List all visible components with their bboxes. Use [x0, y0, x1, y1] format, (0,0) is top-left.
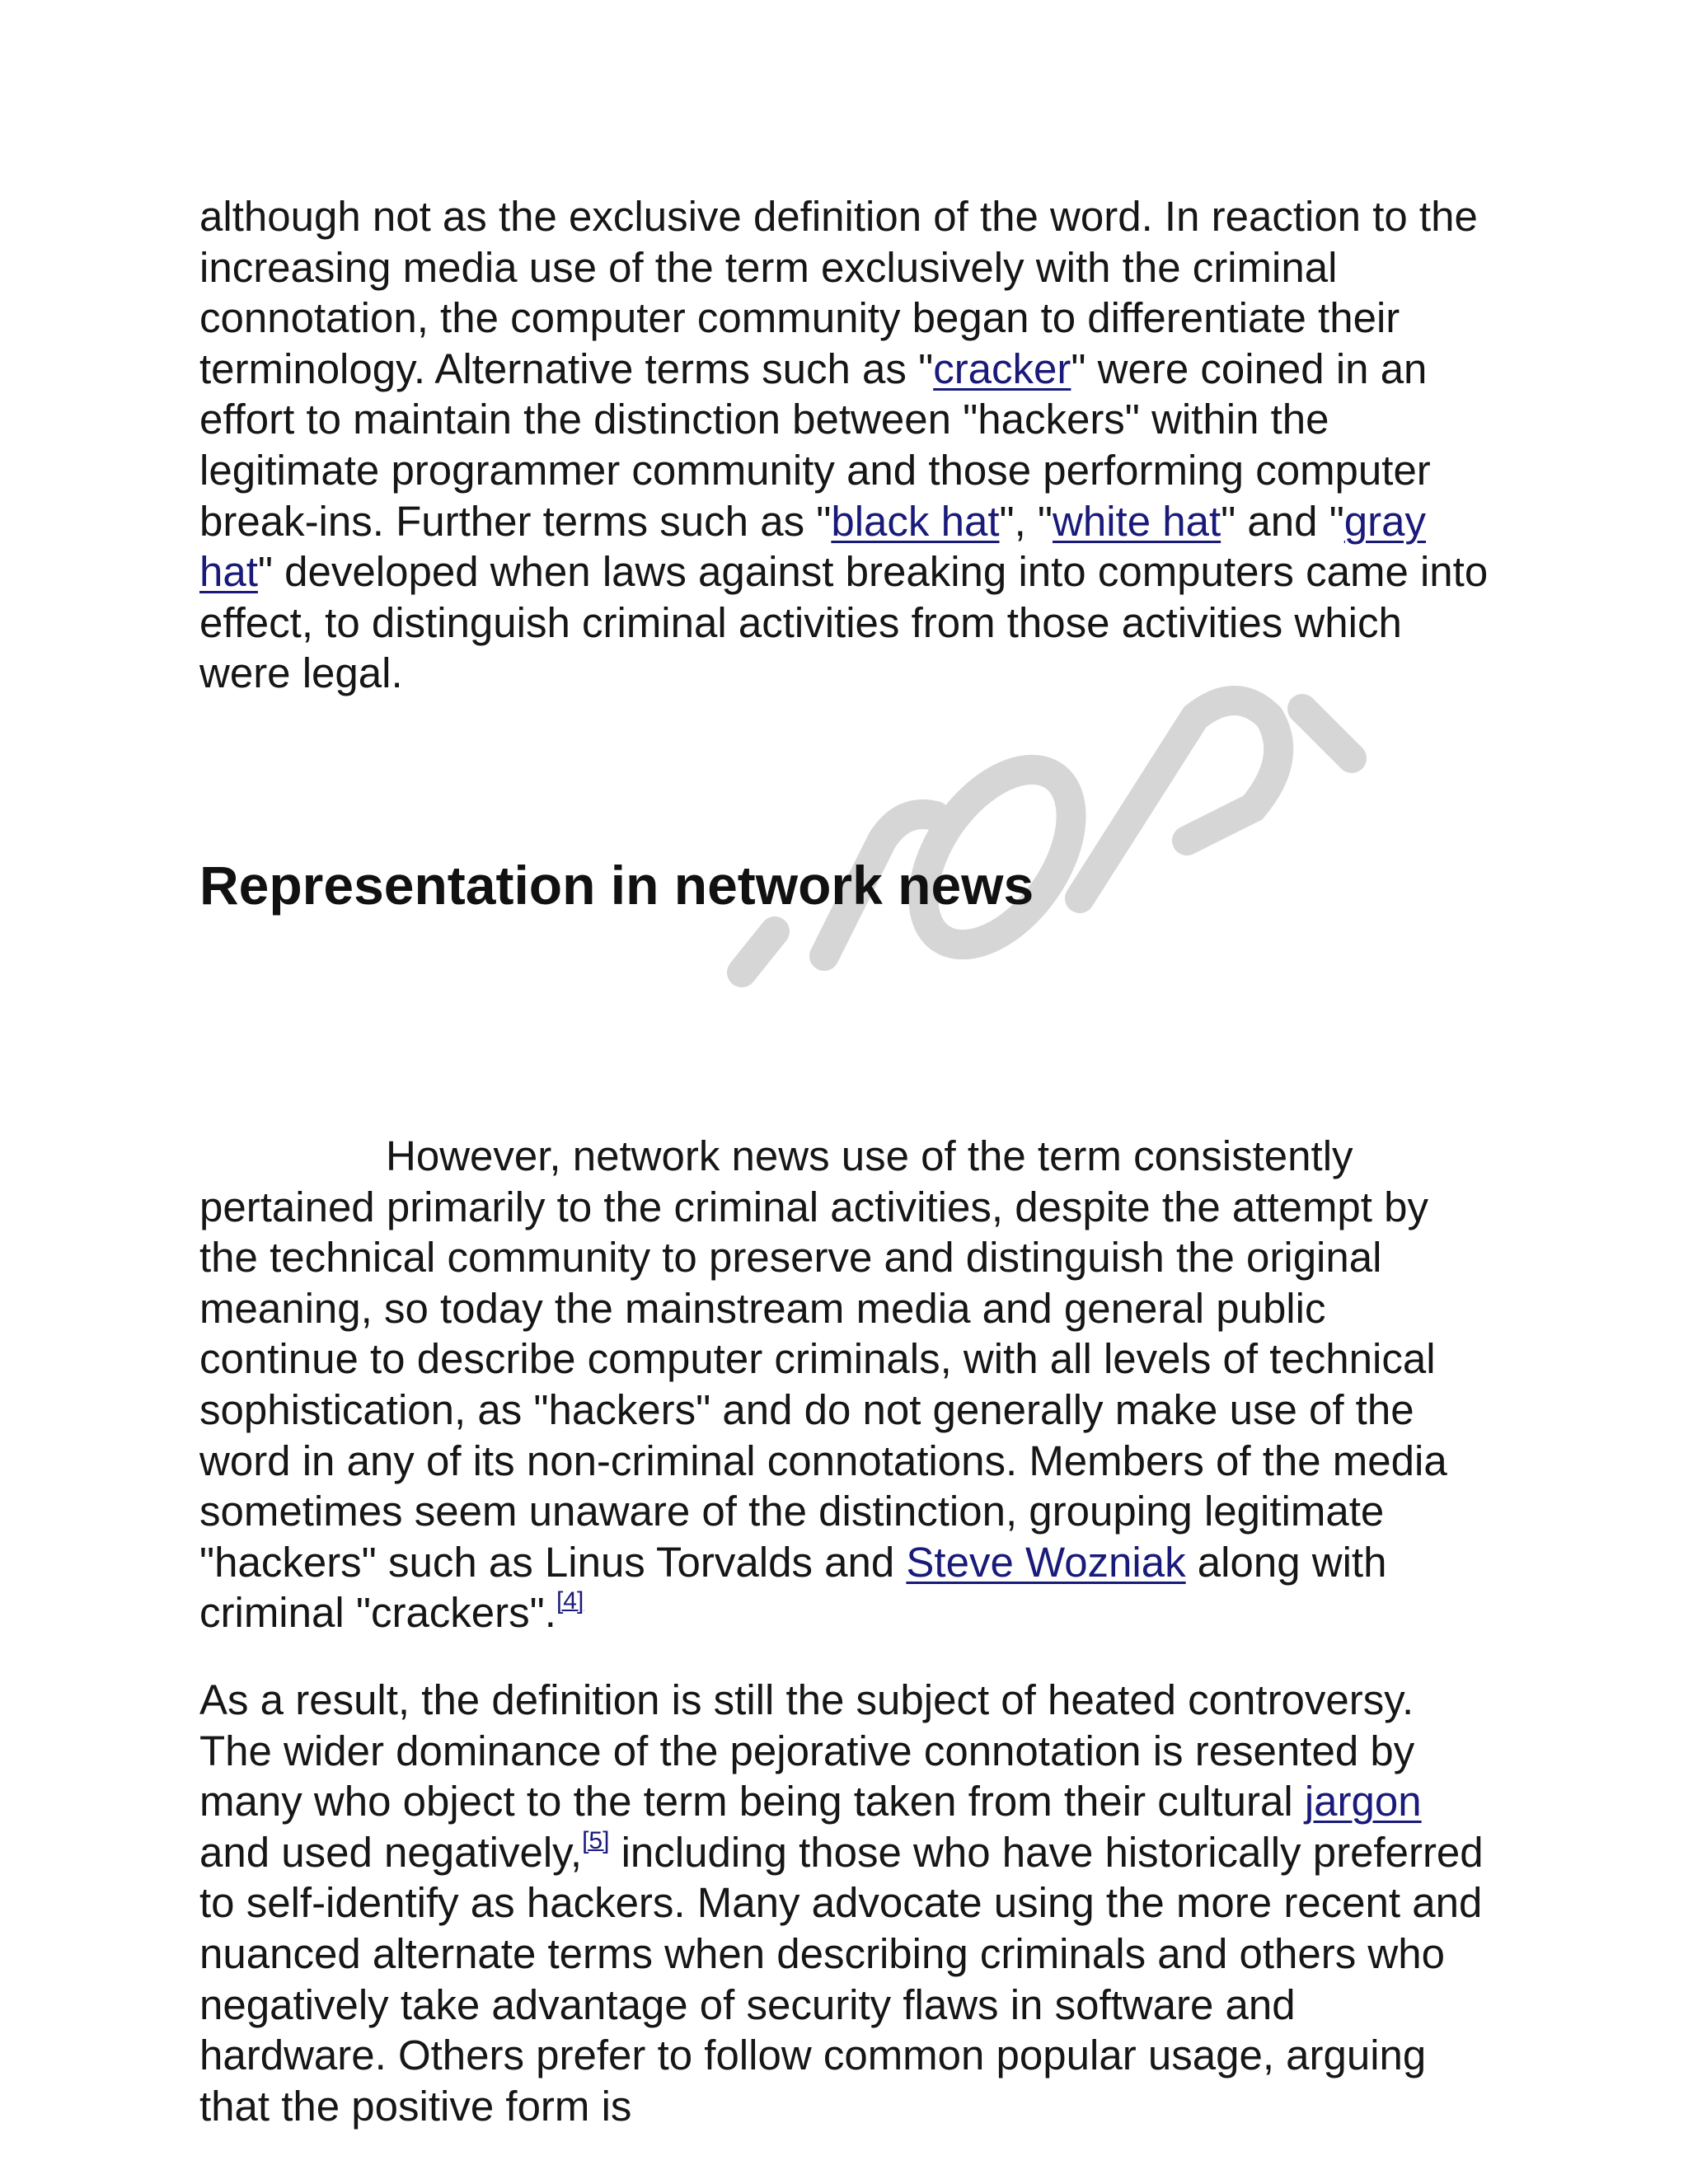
link-white-hat[interactable]: white hat	[1053, 497, 1221, 545]
watermark-stroke	[742, 931, 775, 972]
link-jargon[interactable]: jargon	[1304, 1778, 1422, 1825]
text-segment: although not as the exclusive definition of the word. In reaction to the increasing media use of the term exclusively with the criminal connotation, the computer community began to differentiate their terminology. Alternative terms such as "	[199, 193, 1478, 392]
watermark-stroke	[1080, 701, 1278, 898]
link-steve-wozniak[interactable]: Steve Wozniak	[906, 1538, 1186, 1586]
citation-link-5[interactable]: [5]	[582, 1826, 610, 1854]
text-segment: along with criminal "crackers".	[199, 1538, 1387, 1637]
link-black-hat[interactable]: black hat	[831, 497, 1000, 545]
watermark-stroke	[1302, 709, 1352, 758]
paragraph-network-news	[199, 1131, 1493, 1638]
link-gray-hat[interactable]: gray hat	[199, 497, 1427, 596]
text-segment: and used negatively,	[199, 1828, 583, 1876]
link-cracker[interactable]: cracker	[933, 344, 1071, 392]
paragraph-hacker-terminology	[199, 191, 1493, 699]
text-segment: ", "	[999, 497, 1053, 545]
watermark-graphic	[725, 684, 1401, 997]
text-segment: " were coined in an effort to maintain the distinction between "hackers" within the legitimate programmer community and those performing computer break-ins. Further terms such as "	[199, 344, 1431, 545]
paragraph-controversy	[199, 1675, 1493, 2131]
page-content	[199, 191, 1493, 2130]
text-segment: including those who have historically preferred to self-identify as hackers. Many advocate using the more recent and nuanced alternate terms when describing criminals and others who negatively take advantage of security flaws in software and hardware. Others prefer to follow common popular usage, arguing that the positive form is	[199, 1828, 1484, 2130]
section-heading: Representation in network news	[199, 855, 1034, 916]
citation-4	[556, 1587, 584, 1615]
text-segment: " and "	[1221, 497, 1344, 545]
citation-5	[582, 1827, 609, 1854]
text-segment: However, network news use of the term consistently pertained primarily to the criminal activities, despite the attempt by the technical community to preserve and distinguish the original meaning, so today the mainstream media and general public continue to describe computer criminals, with all levels of technical sophistication, as "hackers" and do not generally make use of the word in any of its non-criminal connotations. Members of the media sometimes seem unaware of the distinction, grouping legitimate "hackers" such as Linus Torvalds and	[199, 1132, 1447, 1586]
text-segment: " developed when laws against breaking into computers came into effect, to distinguish criminal activities from those activities which were legal.	[199, 548, 1489, 697]
citation-link-4[interactable]: [4]	[556, 1587, 584, 1615]
text-segment: As a result, the definition is still the subject of heated controversy. The wider dominance of the pejorative connotation is resented by many who object to the term being taken from their cultural	[199, 1676, 1415, 1825]
